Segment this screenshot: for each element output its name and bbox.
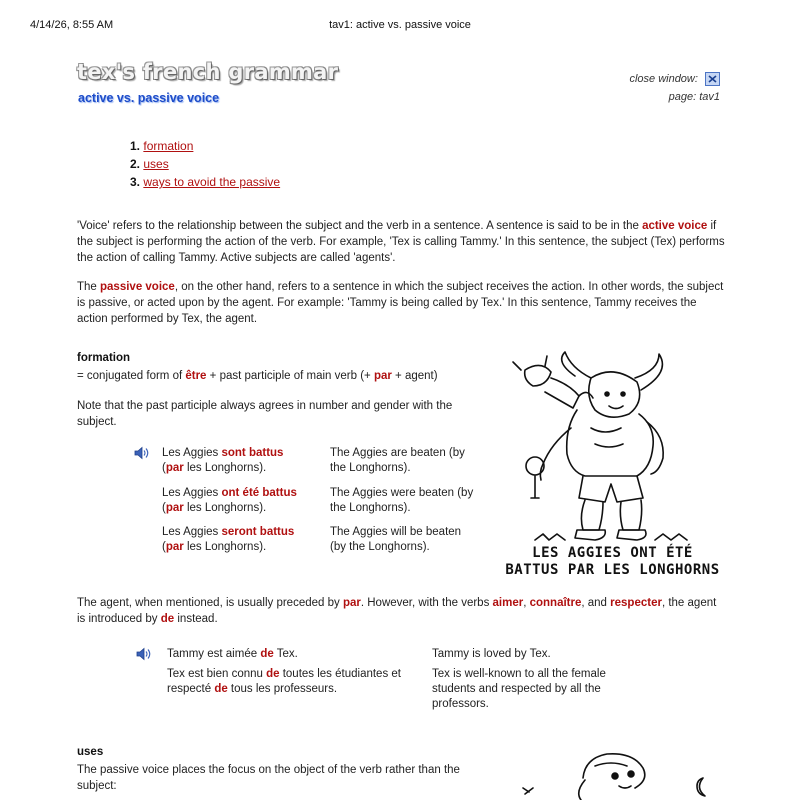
example-text: les Longhorns).: [183, 462, 267, 474]
rule-text: + agent): [391, 370, 438, 382]
term-respecter: respecter: [610, 597, 662, 609]
example-text: Tammy est aimée: [167, 648, 261, 660]
example-english: The Aggies are beaten (by the Longhorns).: [330, 447, 465, 474]
example-verb: seront battus: [221, 526, 295, 538]
toc-number: 1.: [130, 139, 141, 153]
uses-paragraph: The passive voice places the focus on the object of the verb rather than the subject:: [77, 764, 460, 792]
example-french: [167, 647, 417, 662]
example-text: Les Aggies: [162, 526, 222, 538]
formation-note: Note that the past participle always agrees in number and gender with the subject.: [77, 400, 453, 428]
example-verb: ont été battus: [221, 487, 297, 499]
term-active-voice: active voice: [642, 220, 708, 232]
example-text: Tex est bien connu: [167, 668, 267, 680]
uses-cartoon-illustration: [515, 748, 730, 800]
intro-paragraph-passive: [77, 279, 727, 327]
term-par: par: [373, 370, 392, 382]
toc-item[interactable]: [130, 173, 280, 191]
example-text: tous les professeurs.: [227, 683, 338, 695]
site-logo: tex's french grammar: [77, 60, 339, 84]
term-de: de: [160, 613, 175, 625]
cartoon-caption-line: BATTUS PAR LES LONGHORNS: [505, 562, 720, 578]
toc-link-uses[interactable]: uses: [143, 157, 169, 171]
print-title: tav1: active vs. passive voice: [329, 19, 471, 31]
term-aimer: aimer: [492, 597, 524, 609]
agent-text: The agent, when mentioned, is usually preceded by: [77, 597, 343, 609]
close-icon[interactable]: [705, 72, 720, 86]
toc-item[interactable]: [130, 137, 280, 155]
speaker-icon[interactable]: [134, 446, 150, 460]
agent-text: , and: [581, 597, 611, 609]
rule-text: = conjugated form of: [77, 370, 186, 382]
intro-paragraph-active: [77, 218, 725, 266]
cartoon-caption: [495, 545, 730, 579]
agent-paragraph: [77, 595, 727, 627]
agent-text: ,: [523, 597, 530, 609]
intro-text: The: [77, 281, 101, 293]
example-text: Tex.: [273, 648, 298, 660]
example-french: Les Aggies seront battus (par les Longhorns).: [162, 526, 295, 553]
close-window-label: close window:: [629, 72, 698, 85]
example-text: toutes les étudiantes et respecté: [167, 668, 401, 695]
page-id: page: tav1: [668, 91, 720, 103]
example-english: Tammy is loved by Tex.: [432, 648, 551, 660]
agent-text: instead.: [174, 613, 218, 625]
example-text: Les Aggies: [162, 447, 222, 459]
example-french: Les Aggies sont battus (par les Longhorns).: [162, 447, 284, 474]
toc-number: 2.: [130, 157, 141, 171]
example-french: Les Aggies ont été battus (par les Longhorns).: [162, 487, 297, 514]
speaker-icon[interactable]: [136, 647, 152, 661]
term-etre: être: [185, 370, 207, 382]
print-date: 4/14/26, 8:55 AM: [30, 19, 114, 31]
example-de: de: [266, 668, 280, 680]
example-par: par: [165, 462, 184, 474]
toc-number: 3.: [130, 175, 141, 189]
term-connaitre: connaître: [529, 597, 582, 609]
example-par: par: [165, 541, 184, 553]
example-english: The Aggies were beaten (by the Longhorns).: [330, 487, 474, 514]
cartoon-caption-line: LES AGGIES ONT ÉTÉ: [532, 545, 693, 561]
example-text: Les Aggies: [162, 487, 222, 499]
close-window[interactable]: [629, 72, 720, 86]
agent-text: . However, with the verbs: [360, 597, 493, 609]
example-de: de: [260, 648, 274, 660]
formation-rule: [77, 368, 497, 384]
example-de: de: [214, 683, 228, 695]
toc-link-avoid-passive[interactable]: ways to avoid the passive: [143, 175, 281, 189]
example-text: les Longhorns).: [183, 541, 267, 553]
section-heading-formation: formation: [77, 352, 131, 364]
page-subtitle: active vs. passive voice: [78, 91, 220, 105]
example-verb: sont battus: [221, 447, 284, 459]
toc-item[interactable]: [130, 155, 280, 173]
section-heading-uses: uses: [77, 746, 104, 758]
intro-text: if the subject is performing the action of the verb. For example, 'Tex is calling Tammy.' In this sentence, the subject (Tex) performs the action of calling Tammy. Active subjects are called 'agents'.: [77, 220, 725, 264]
example-french: [167, 667, 417, 697]
example-english: Tex is well-known to all the female students and respected by all the professors.: [432, 668, 606, 710]
intro-text: , on the other hand, refers to a sentence in which the subject receives the action. In other words, the subject is passive, or acted upon by the agent. For example: 'Tammy is being called by Tex.' In this sentence, Tammy receives the action performed by Tex, the agent.: [77, 281, 724, 325]
table-of-contents: [130, 137, 280, 191]
intro-text: 'Voice' refers to the relationship between the subject and the verb in a sentence. A sentence is said to be in the: [77, 220, 643, 232]
toc-link-formation[interactable]: formation: [143, 139, 194, 153]
term-passive-voice: passive voice: [100, 281, 175, 293]
rule-text: + past participle of main verb (+: [206, 370, 374, 382]
example-english: The Aggies will be beaten (by the Longhorns).: [330, 526, 462, 553]
agent-text: , the agent is introduced by: [77, 597, 717, 625]
example-text: les Longhorns).: [183, 502, 267, 514]
example-par: par: [165, 502, 184, 514]
term-par: par: [342, 597, 361, 609]
